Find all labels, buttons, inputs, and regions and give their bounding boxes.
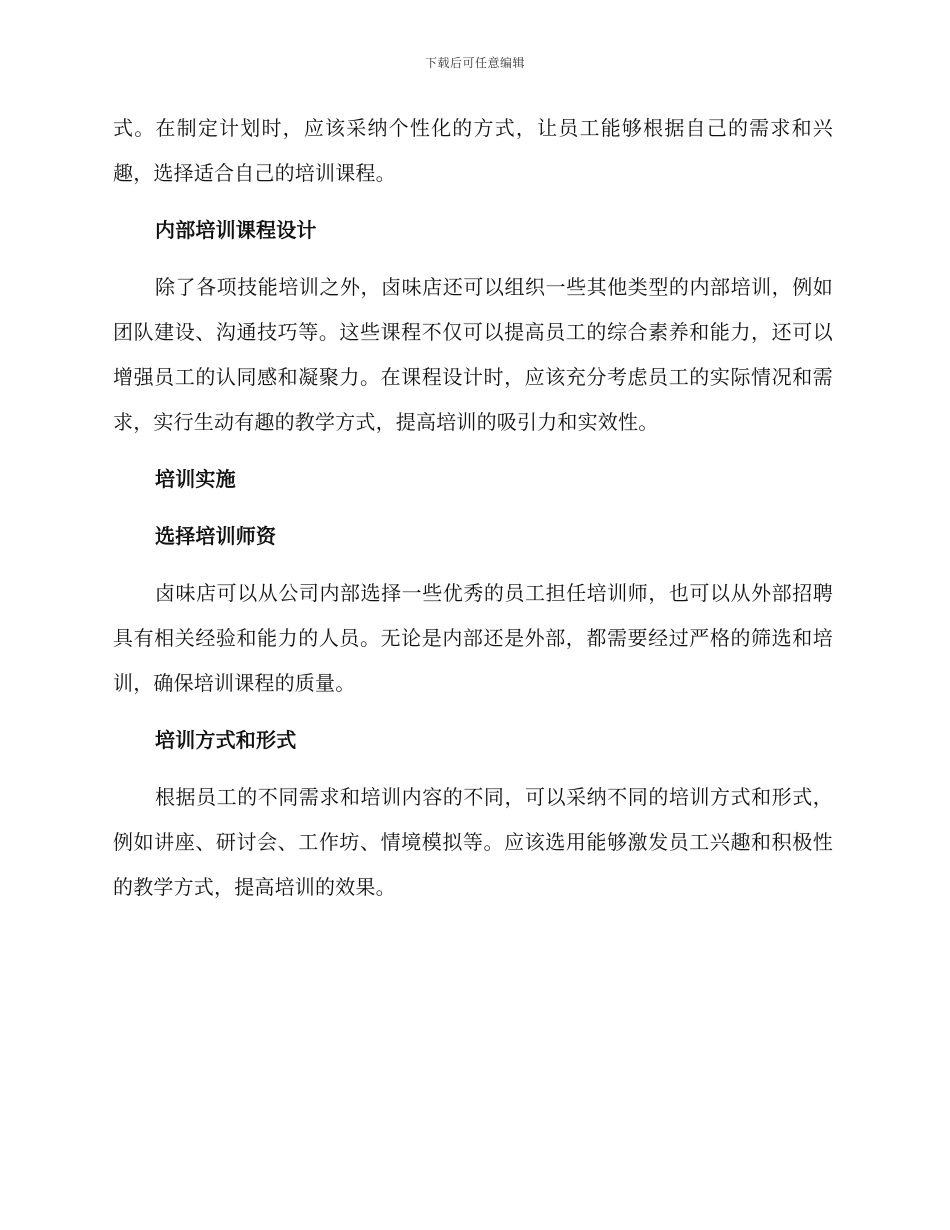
page-header-note: 下载后可任意编辑	[424, 56, 525, 70]
section-heading-methods: 培训方式和形式	[155, 728, 297, 752]
section-heading-trainers: 选择培训师资	[155, 524, 277, 548]
section-heading-implementation: 培训实施	[155, 467, 236, 491]
paragraph-methods: 根据员工的不同需求和培训内容的不同，可以采纳不同的培训方式和形式，例如讲座、研讨会、工作坊、情境模拟等。应该选用能够激发员工兴趣和积极性的教学方式，提高培训的效果。	[113, 785, 833, 899]
paragraph-continued: 式。在制定计划时，应该采纳个性化的方式，让员工能够根据自己的需求和兴趣，选择适合自己的培训课程。	[113, 116, 833, 185]
paragraph-trainers: 卤味店可以从公司内部选择一些优秀的员工担任培训师，也可以从外部招聘具有相关经验和能力的人员。无论是内部还是外部，都需要经过严格的筛选和培训，确保培训课程的质量。	[113, 581, 833, 695]
paragraph-course-design: 除了各项技能培训之外，卤味店还可以组织一些其他类型的内部培训，例如团队建设、沟通技巧等。这些课程不仅可以提高员工的综合素养和能力，还可以增强员工的认同感和凝聚力。在课程设计时，应该充分考虑员工的实际情况和需求，实行生动有趣的教学方式，提高培训的吸引力和实效性。	[113, 275, 833, 434]
section-heading-course-design: 内部培训课程设计	[155, 218, 317, 242]
document-body	[113, 106, 833, 922]
